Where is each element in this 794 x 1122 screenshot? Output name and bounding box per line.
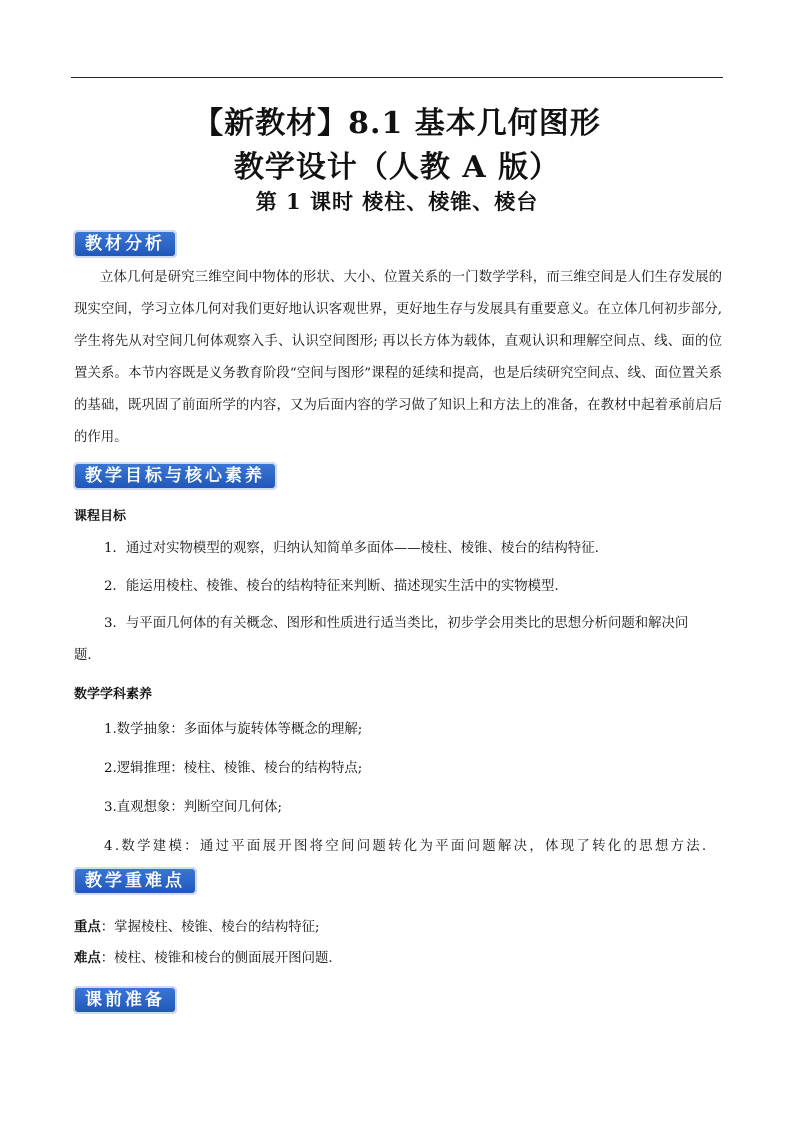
section-heading-objectives: 教学目标与核心素养 (73, 462, 277, 490)
course-goals-title: 课程目标 (74, 509, 127, 524)
document-title: 【新教材】8.1 基本几何图形 (193, 106, 601, 141)
analysis-paragraph: 立体几何是研究三维空间中物体的形状、大小、位置关系的一门数学学科，而三维空间是人们生存发展的现实空间，学习立体几何对我们更好地认识客观世界，更好地生存与发展具有重要意义。在立体几何初步部分,学生将先从对空间几何体观察入手、认识空间图形; 再以长方体为载体，直观认识和理解空间点、线、面的位置关系。本节内容既是义务教育阶段“空间与图形”课程的延续和提高，也是后续研究空间点、线、面位置关系的基础，既巩固了前面所学的内容，又为后面内容的学习做了知识上和方法上的准备，在教材中起着承前启后的作用。 (74, 270, 722, 445)
header-rule (71, 77, 723, 78)
literacy-title: 数学学科素养 (74, 687, 153, 702)
difficulty-line (74, 947, 333, 966)
lesson-title: 第 1 课时 棱柱、棱锥、棱台 (255, 189, 539, 214)
section-heading-key-points: 教学重难点 (73, 867, 197, 895)
section-heading-preparation: 课前准备 (73, 986, 177, 1014)
course-goal-item-continuation: 题. (74, 648, 92, 663)
course-goal-item: 3．与平面几何体的有关概念、图形和性质进行适当类比，初步学会用类比的思想分析问题和解决问 (104, 616, 689, 631)
course-goal-item: 1．通过对实物模型的观察，归纳认知简单多面体——棱柱、棱锥、棱台的结构特征. (104, 541, 599, 556)
key-point-text: ：掌握棱柱、棱锥、棱台的结构特征; (100, 920, 320, 935)
course-goal-item: 2．能运用棱柱、棱锥、棱台的结构特征来判断、描述现实生活中的实物模型. (104, 579, 559, 594)
difficulty-label: 难点 (74, 950, 101, 966)
literacy-item: 1.数学抽象：多面体与旋转体等概念的理解; (104, 722, 363, 737)
literacy-item: 2.逻辑推理：棱柱、棱锥、棱台的结构特点; (104, 761, 363, 776)
key-point-label: 重点 (74, 919, 101, 935)
literacy-item: 4.数学建模：通过平面展开图将空间问题转化为平面问题解决，体现了转化的思想方法. (104, 839, 709, 854)
document-subtitle: 教学设计（人教 A 版） (233, 150, 561, 185)
key-point-line (74, 916, 320, 935)
section-heading-analysis: 教材分析 (73, 230, 177, 258)
literacy-item: 3.直观想象：判断空间几何体; (104, 800, 282, 815)
difficulty-text: ：棱柱、棱锥和棱台的侧面展开图问题. (100, 951, 333, 966)
